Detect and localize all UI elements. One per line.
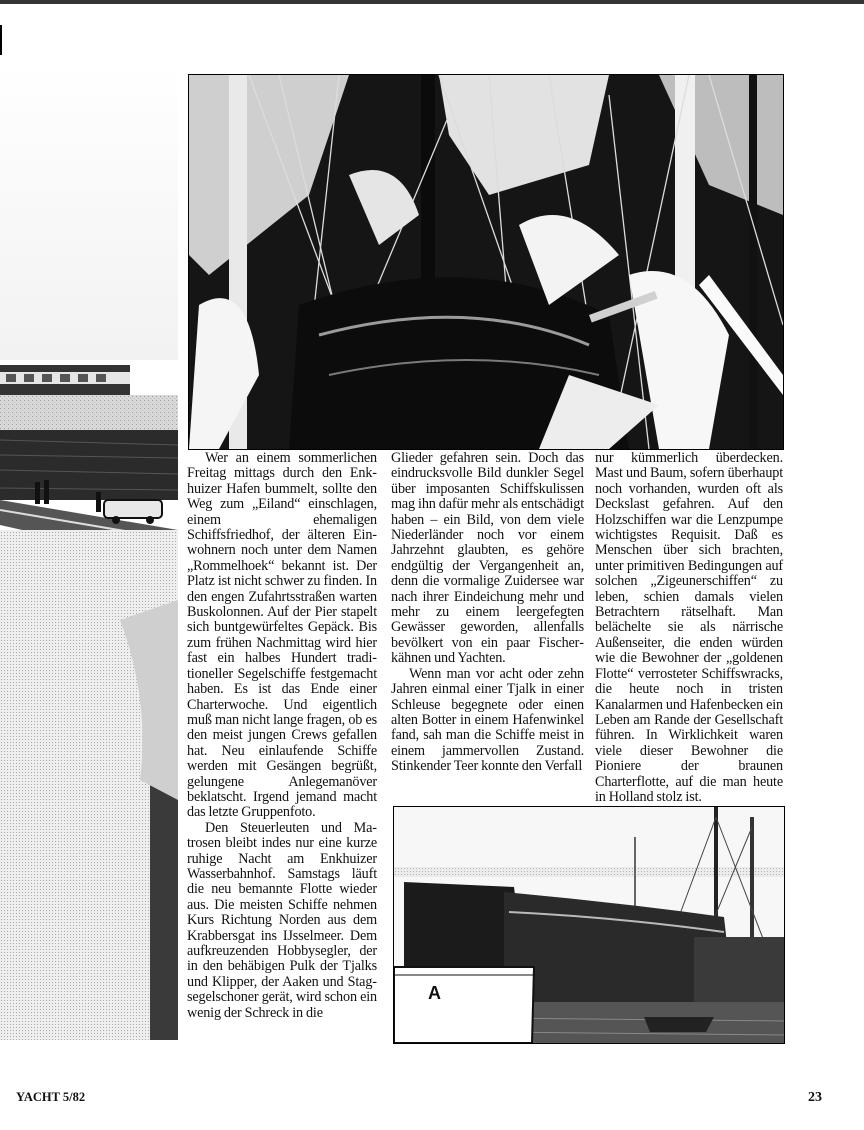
ship-rigging-photo bbox=[188, 74, 784, 450]
article-column-1 bbox=[187, 451, 377, 1021]
paragraph: Wenn man vor acht oder zehn Jahren einmal einer Tjalk in einer Schleuse begegnete oder einen alten Botter in einem Hafenwinkel fand, sah man die Schiffe meist in einem jammervollen Zustand. Stinkender Teer konnte den Verfall bbox=[391, 665, 584, 775]
paragraph: Den Steuerleuten und Matrosen bleibt indes nur eine kurze ruhige Nacht am Enkhuizer Wasserbahnhof. Samstags läuft die neu bemannte Flotte wieder aus. Die meisten Schiffe nehmen Kurs Richtung Norden aus dem Krabbersgat ins IJsselmeer. Dem aufkreuzenden Hobbysegler, der in den behäbigen Pulk der Tjalks und Klipper, der Aaken und Stagsegelschoner gerät, wird schon ein wenig der Schreck in die bbox=[187, 819, 377, 1021]
article-column-2 bbox=[391, 451, 584, 775]
paragraph: nur kümmerlich überdecken. Mast und Baum, sofern überhaupt noch vorhanden, wurden oft als Deckslast gefahren. Auf den Holzschiffen war die Lenzpumpe wichtigstes Requisit. Daß es Menschen über sich brachten, unter primitiven Bedingungen auf solchen „Zigeunerschiffen“ zu leben, schien damals vielen Betrachtern rätselhaft. Man belächelte sie als närrische Außenseiter, die enden würden wie die Bewohner der „goldenen Flotte“ verrosteter Schiffswracks, die heute noch in tristen Kanalarmen und Hafenbecken ein Leben am Rande der Gesellschaft führen. In Wirklichkeit waren viele dieser Bewohner die Pioniere der braunen Charterflotte, auf die man heute in Holland stolz ist. bbox=[595, 450, 783, 805]
paragraph: Glieder gefahren sein. Doch das eindrucksvolle Bild dunkler Segel über imposanten Schiffskulissen mag ihn dafür mehr als entschädigt haben – ein Bild, von dem viele Niederländer noch vor einem Jahrzehnt glaubten, es gehöre endgültig der Vergangenheit an, denn die vormalige Zuidersee war nach ihrer Eindeichung mehr und mehr zu einem leergefegten Gewässer geworden, allenfalls bevölkert von ein paar Fischerkähnen und Yachten. bbox=[391, 450, 584, 667]
paragraph: Wer an einem sommerlichen Freitag mittags durch den Enkhuizer Hafen bummelt, sollte den Weg zum „Eiland“ einschlagen, einem ehemaligen Schiffsfriedhof, der älteren Einwohnern noch unter dem Namen „Rommelhoek“ bekannt ist. Der Platz ist nicht schwer zu finden. In den engen Zufahrtsstraßen warten Buskolonnen. Auf der Pier stapelt sich buntgewürfeltes Gepäck. Bis zum frühen Nachmittag wird hier fast ein halbes Hundert traditioneller Segelschiffe festgemacht haben. Es ist das Ende einer Charterwoche. Und eigentlich muß man nicht lange fragen, ob es den meist jungen Crews gefallen hat. Neu einlaufende Schiffe werden mit Gesängen begrüßt, gelungene Anlegemanöver beklatscht. Irgend jemand macht das letzte Gruppenfoto. bbox=[187, 450, 377, 821]
moored-barges-photo bbox=[393, 806, 785, 1044]
edge-mark bbox=[0, 25, 2, 55]
top-edge-line bbox=[0, 0, 864, 4]
magazine-issue: YACHT 5/82 bbox=[16, 1090, 86, 1104]
article-column-3 bbox=[595, 451, 783, 805]
page-number: 23 bbox=[808, 1090, 822, 1105]
hull-letter: A bbox=[428, 983, 441, 1003]
harbor-photo-left bbox=[0, 60, 178, 1040]
